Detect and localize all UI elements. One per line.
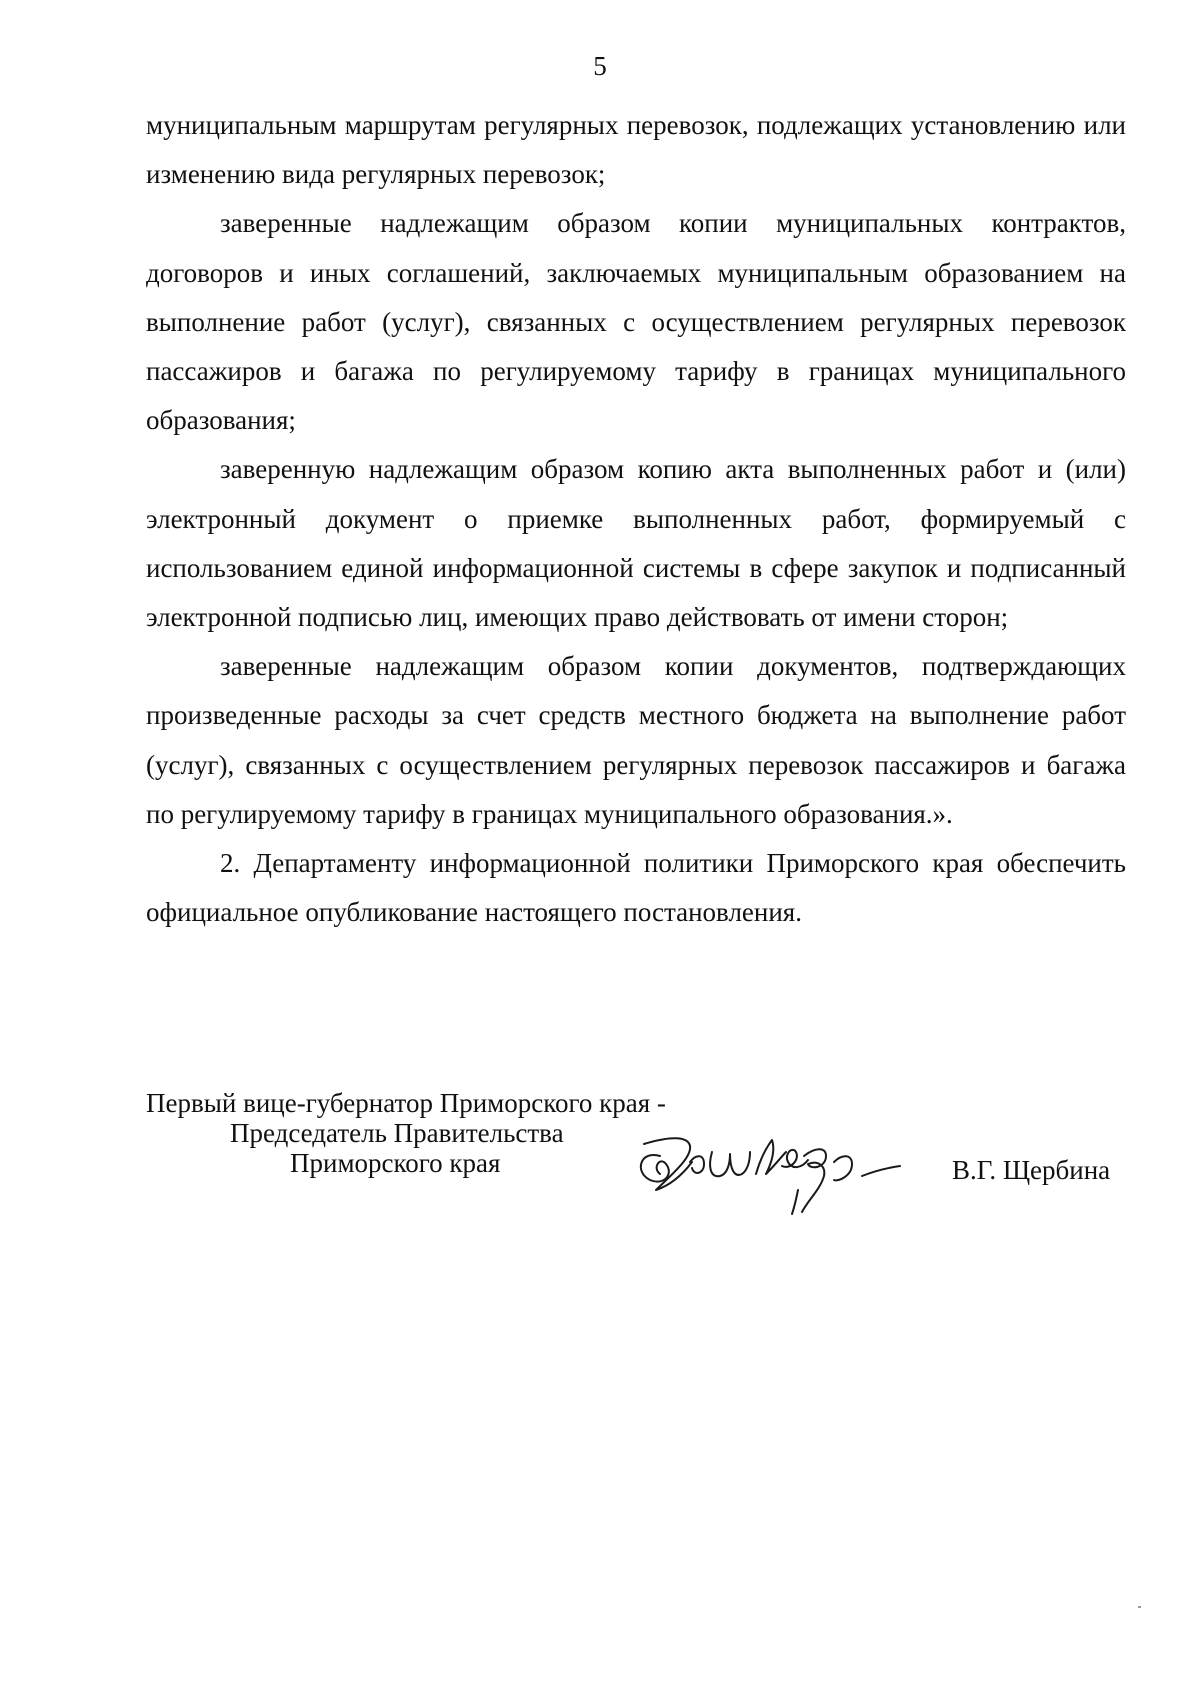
paragraph-act-copy: заверенную надлежащим образом копию акта выполненных работ и (или) электронный документ о приемке выполненных работ, формируемый с использованием единой информационной системы в сфере закупок и подписанный электронной подписью лиц, имеющих право действовать от имени сторон;: [146, 454, 1126, 633]
paragraph-contracts-copies: заверенные надлежащим образом копии муниципальных контрактов, договоров и иных соглашений, заключаемых муниципальным образованием на выполнение работ (услуг), связанных с осуществлением регулярных перевозок пассажиров и багажа по регулируемому тарифу в границах муниципального образования;: [146, 208, 1126, 436]
document-body: [146, 101, 1126, 937]
signatory-name: В.Г. Щербина: [952, 1155, 1111, 1185]
paragraph-continuation: муниципальным маршрутам регулярных перевозок, подлежащих установлению или изменению вида регулярных перевозок;: [146, 110, 1126, 190]
page-number: 5: [593, 51, 607, 81]
scan-speck: [1138, 1606, 1141, 1608]
handwritten-signature-icon: [630, 1110, 906, 1220]
signatory-title-block: [146, 1088, 666, 1178]
signatory-chairman-line: Председатель Правительства: [230, 1118, 564, 1148]
paragraph-publication-order: 2. Департаменту информационной политики Приморского края обеспечить официальное опубликование настоящего постановления.: [146, 848, 1126, 928]
signatory-region-line: Приморского края: [290, 1148, 501, 1178]
paragraph-expense-documents: заверенные надлежащим образом копии документов, подтверждающих произведенные расходы за счет средств местного бюджета на выполнение работ (услуг), связанных с осуществлением регулярных перевозок пассажиров и багажа по регулируемому тарифу в границах муниципального образования.».: [146, 651, 1126, 829]
signatory-position-line: Первый вице-губернатор Приморского края -: [146, 1088, 666, 1118]
